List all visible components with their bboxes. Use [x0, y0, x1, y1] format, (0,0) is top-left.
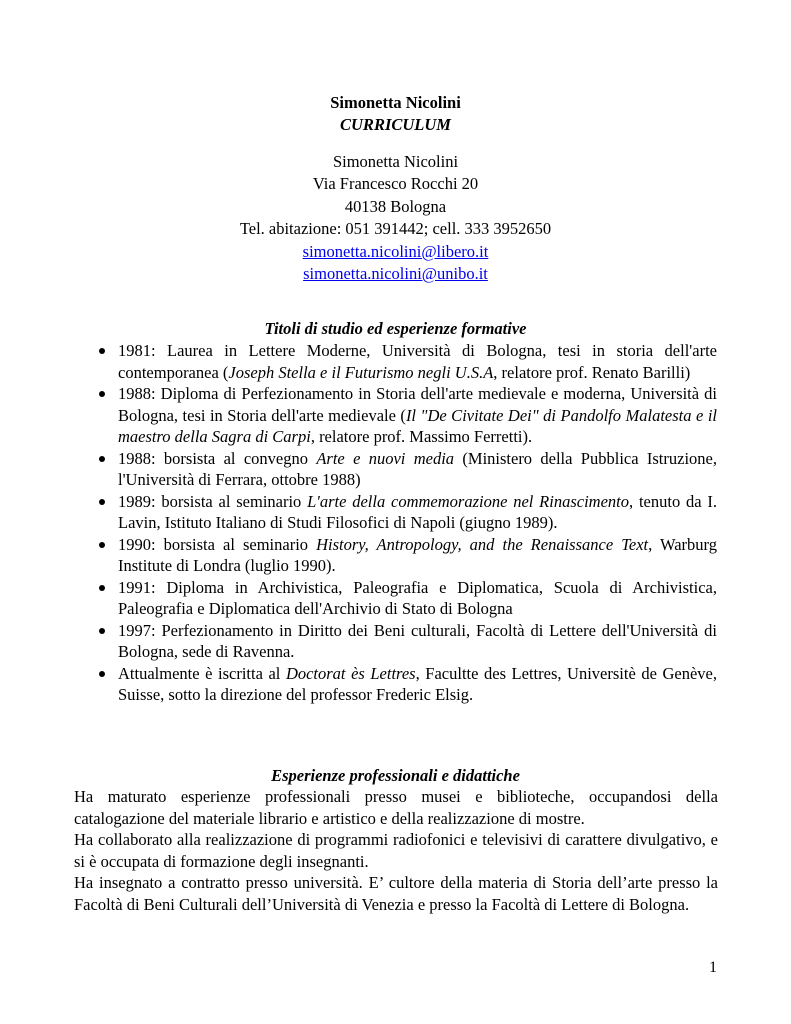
contact-street: Via Francesco Rocchi 20 [312, 174, 479, 194]
education-list [97, 340, 717, 706]
professional-heading: Esperienze professionali e didattiche [271, 766, 520, 785]
education-item: 1991: Diploma in Archivistica, Paleografia e Diplomatica, Scuola di Archivistica, Paleografia e Diplomatica dell'Archivio di Stato di Bologna [97, 577, 717, 620]
contact-name: Simonetta Nicolini [332, 152, 459, 171]
email-link-unibo[interactable]: simonetta.nicolini@unibo.it [303, 264, 488, 284]
contact-block [0, 151, 791, 285]
education-item: 1981: Laurea in Lettere Moderne, Università di Bologna, tesi in storia dell'arte contemporanea (Joseph Stella e il Futurismo negli U.S.A, relatore prof. Renato Barilli) [97, 340, 717, 383]
professional-paragraph: Ha insegnato a contratto presso università. E’ cultore della materia di Storia dell’arte presso la Facoltà di Beni Culturali dell’Università di Venezia e presso la Facoltà di Lettere di Bologna. [74, 873, 718, 914]
education-item: 1997: Perfezionamento in Diritto dei Beni culturali, Facoltà di Lettere dell'Università di Bologna, sede di Ravenna. [97, 620, 717, 663]
header-doc-type: CURRICULUM [340, 115, 451, 134]
contact-phone: Tel. abitazione: 051 391442; cell. 333 3952650 [239, 219, 552, 239]
page-number: 1 [709, 959, 717, 976]
header-name: Simonetta Nicolini [330, 93, 461, 112]
education-item: 1989: borsista al seminario L'arte della commemorazione nel Rinascimento, tenuto da I. Lavin, Istituto Italiano di Studi Filosofici di Napoli (giugno 1989). [97, 491, 717, 534]
education-item: 1988: Diploma di Perfezionamento in Storia dell'arte medievale e moderna, Università di Bologna, tesi in Storia dell'arte medievale (Il "De Civitate Dei" di Pandolfo Malatesta e il maestro della Sagra di Carpi, relatore prof. Massimo Ferretti). [97, 383, 717, 448]
education-item: 1988: borsista al convegno Arte e nuovi media (Ministero della Pubblica Istruzione, l'Università di Ferrara, ottobre 1988) [97, 448, 717, 491]
professional-paragraph: Ha maturato esperienze professionali presso musei e biblioteche, occupandosi della catalogazione del materiale librario e artistico e della realizzazione di mostre. [74, 787, 718, 828]
professional-paragraph: Ha collaborato alla realizzazione di programmi radiofonici e televisivi di carattere divulgativo, e si è occupata di formazione degli insegnanti. [74, 830, 718, 871]
email-link-libero[interactable]: simonetta.nicolini@libero.it [302, 241, 489, 261]
education-item: 1990: borsista al seminario History, Antropology, and the Renaissance Text, Warburg Institute di Londra (luglio 1990). [97, 534, 717, 577]
professional-text [74, 786, 718, 915]
education-heading: Titoli di studio ed esperienze formative [264, 319, 527, 338]
contact-city: 40138 Bologna [344, 196, 447, 216]
education-item: Attualmente è iscritta al Doctorat ès Lettres, Facultte des Lettres, Universitè de Genève, Suisse, sotto la direzione del professor Frederic Elsig. [97, 663, 717, 706]
